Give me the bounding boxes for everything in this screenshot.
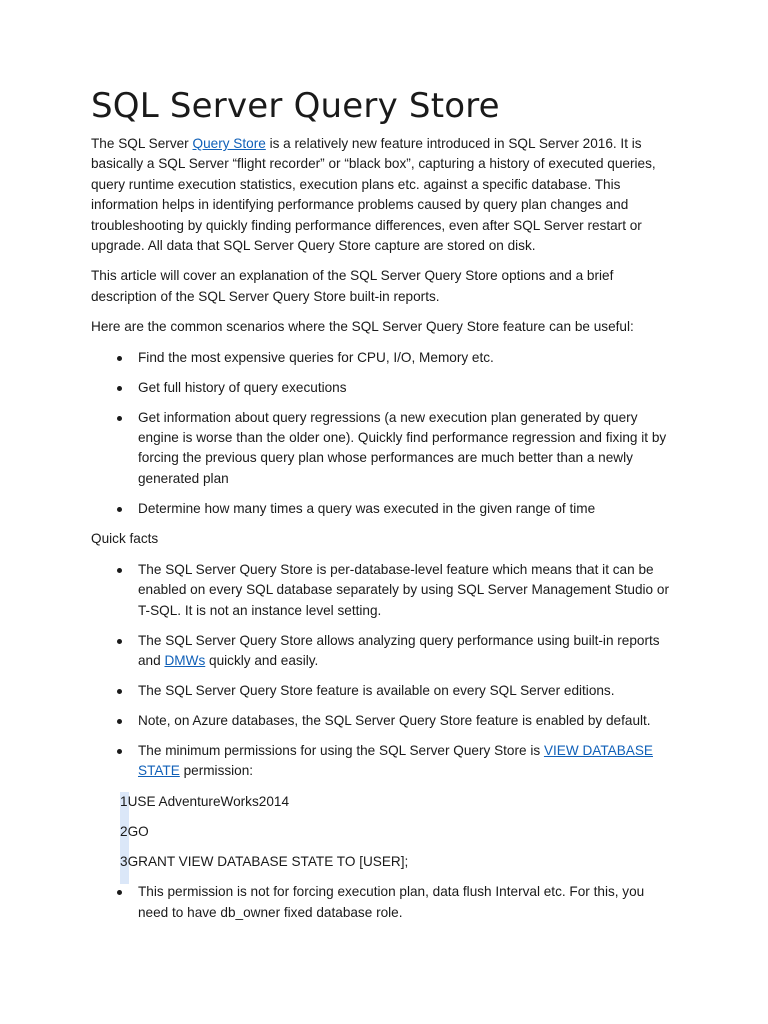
article-scope-paragraph: This article will cover an explanation of the SQL Server Query Store options and a brief description of the SQL Server Query Store built-in reports.	[91, 268, 614, 304]
query-store-link[interactable]: Query Store	[192, 136, 266, 151]
view-database-state-link[interactable]: VIEW DATABASE STATE	[138, 742, 653, 779]
page-title: SQL Server Query Store	[91, 86, 500, 126]
line-number: 3	[120, 853, 128, 869]
list-item: Find the most expensive queries for CPU, I/O, Memory etc.	[138, 348, 678, 368]
line-number: 2	[120, 823, 128, 839]
list-item: The minimum permissions for using the SQL Server Query Store is VIEW DATABASE STATE permission:	[138, 741, 678, 782]
list-item: Determine how many times a query was executed in the given range of time	[138, 499, 678, 519]
scenarios-list	[91, 348, 678, 520]
list-item: This permission is not for forcing execution plan, data flush Interval etc. For this, you need to have db_owner fixed database role.	[138, 882, 678, 923]
quick-facts-list	[91, 560, 678, 782]
dmws-link[interactable]: DMWs	[164, 652, 206, 668]
code-snippet	[120, 792, 678, 872]
intro-paragraph: The SQL Server Query Store is a relatively new feature introduced in SQL Server 2016. It is basically a SQL Server “flight recorder” or “black box”, capturing a history of executed queries, query runtime execution statistics, execution plans etc. against a specific database. This information helps in identifying performance problems caused by query plan changes and troubleshooting by quickly finding performance differences, even after SQL Server restart or upgrade. All data that SQL Server Query Store capture are stored on disk.	[91, 136, 656, 254]
code-line	[120, 822, 678, 842]
code-text: GO	[127, 823, 149, 839]
code-line	[120, 852, 678, 872]
quick-facts-heading: Quick facts	[91, 531, 159, 547]
scenarios-intro: Here are the common scenarios where the SQL Server Query Store feature can be useful:	[91, 319, 634, 335]
list-item: The SQL Server Query Store is per-database-level feature which means that it can be enabled on every SQL database separately by using SQL Server Management Studio or T-SQL. It is not an instance level setting.	[138, 560, 678, 621]
code-text: GRANT VIEW DATABASE STATE TO [USER];	[127, 853, 409, 869]
code-text: USE AdventureWorks2014	[127, 793, 290, 809]
list-item: Note, on Azure databases, the SQL Server Query Store feature is enabled by default.	[138, 711, 678, 731]
list-item: Get full history of query executions	[138, 378, 678, 398]
list-item: Get information about query regressions (a new execution plan generated by query engine is worse than the older one). Quickly find performance regression and fixing it by forcing the previous query plan whose performances are much better than a newly generated plan	[138, 408, 678, 490]
list-item: The SQL Server Query Store feature is available on every SQL Server editions.	[138, 681, 678, 701]
list-item: The SQL Server Query Store allows analyzing query performance using built-in reports and DMWs quickly and easily.	[138, 631, 678, 672]
code-line	[120, 792, 678, 812]
permission-note-list	[91, 882, 678, 923]
line-number: 1	[120, 793, 128, 809]
